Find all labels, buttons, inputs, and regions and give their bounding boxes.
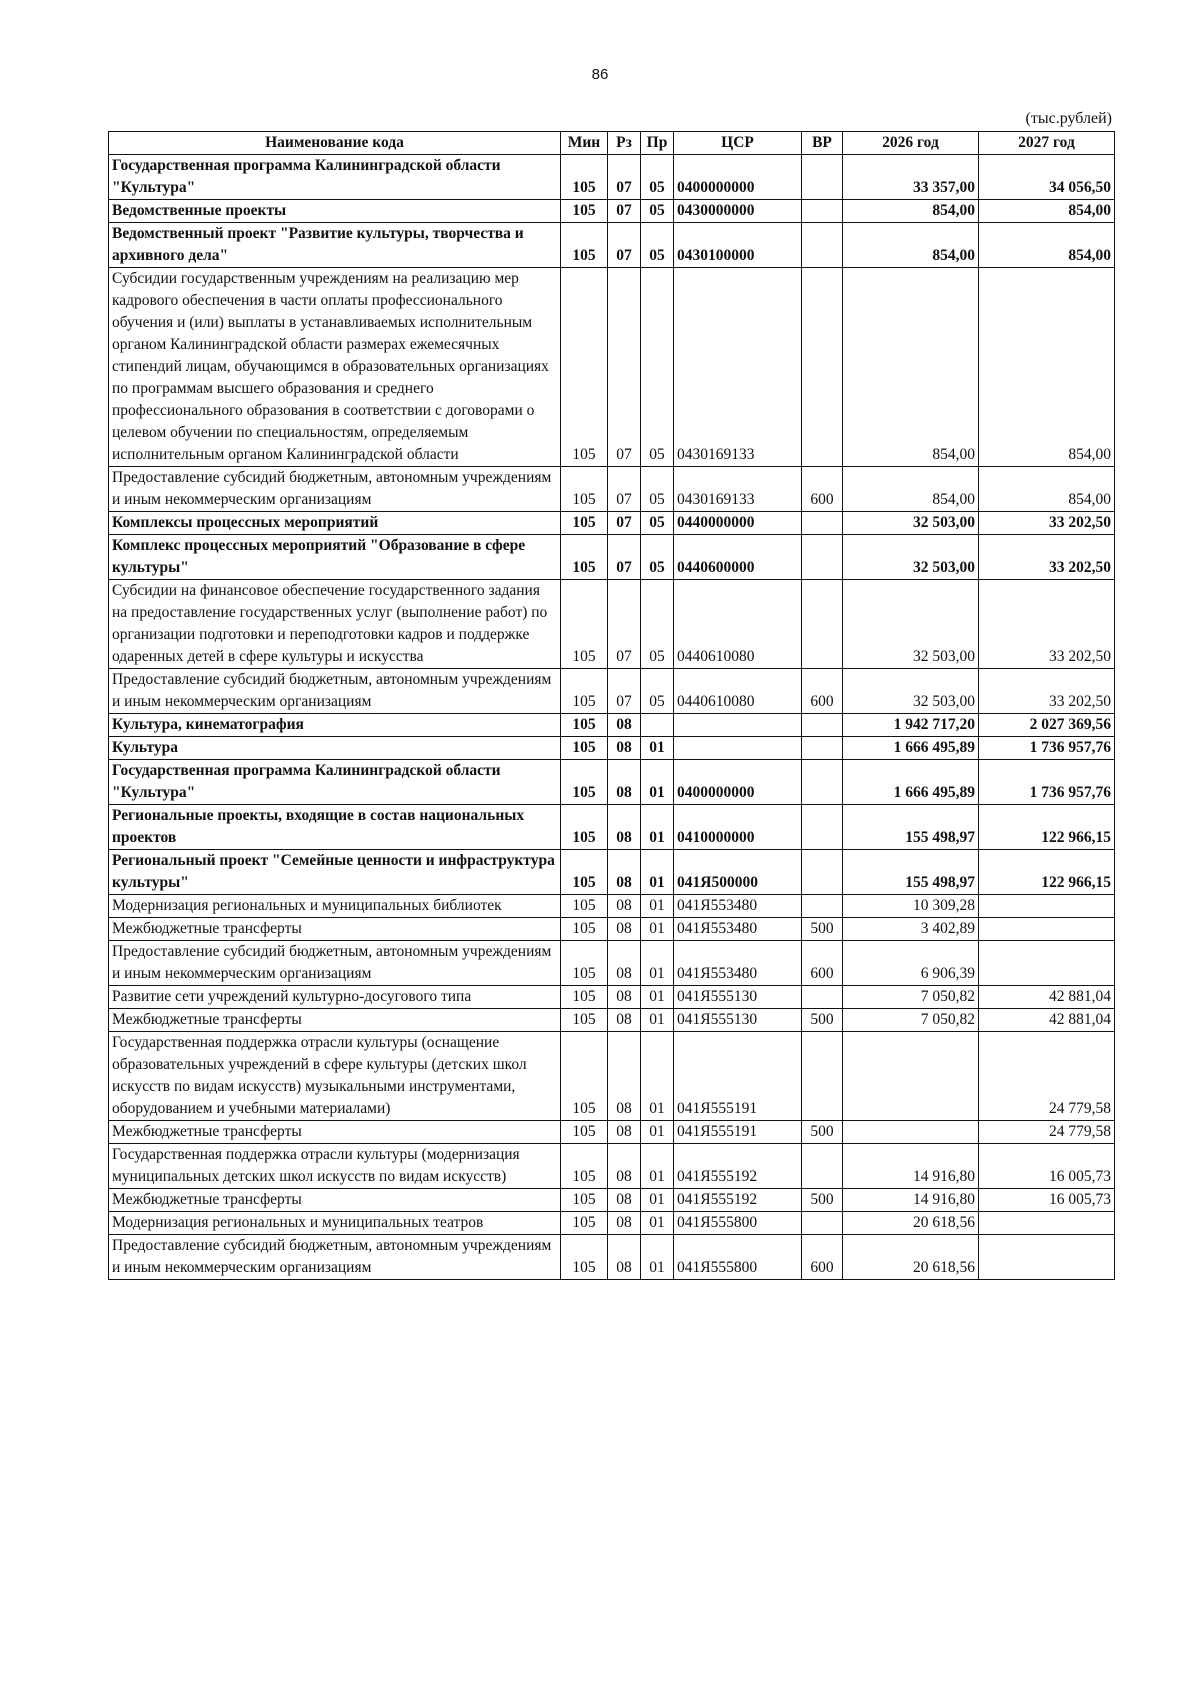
row-csr: 0410000000: [674, 805, 802, 850]
row-value-2026: 155 498,97: [843, 805, 979, 850]
row-name: Предоставление субсидий бюджетным, автономным учреждениям и иным некоммерческим организациям: [109, 941, 561, 986]
row-name: Предоставление субсидий бюджетным, автономным учреждениям и иным некоммерческим организациям: [109, 467, 561, 512]
header-min: Мин: [561, 132, 608, 155]
row-name: Модернизация региональных и муниципальных библиотек: [109, 895, 561, 918]
row-rz: 07: [608, 200, 641, 223]
table-row: [109, 1235, 1115, 1280]
row-value-2027: 33 202,50: [979, 512, 1115, 535]
table-row: [109, 1144, 1115, 1189]
table-row: [109, 805, 1115, 850]
row-name: Культура: [109, 737, 561, 760]
row-value-2026: 854,00: [843, 223, 979, 268]
table-row: [109, 580, 1115, 669]
row-value-2026: 14 916,80: [843, 1144, 979, 1189]
row-pr: 01: [641, 850, 674, 895]
row-pr: 05: [641, 223, 674, 268]
row-value-2026: 1 942 717,20: [843, 714, 979, 737]
row-min: 105: [561, 805, 608, 850]
row-pr: 05: [641, 155, 674, 200]
table-row: [109, 1189, 1115, 1212]
row-csr: 041Я553480: [674, 895, 802, 918]
row-min: 105: [561, 941, 608, 986]
row-min: 105: [561, 580, 608, 669]
row-rz: 08: [608, 986, 641, 1009]
header-name: Наименование кода: [109, 132, 561, 155]
row-name: Государственная поддержка отрасли культуры (модернизация муниципальных детских школ искусств по видам искусств): [109, 1144, 561, 1189]
row-min: 105: [561, 760, 608, 805]
row-pr: 05: [641, 268, 674, 467]
row-value-2027: 854,00: [979, 223, 1115, 268]
row-csr: 041Я555130: [674, 986, 802, 1009]
row-vr: [802, 268, 843, 467]
table-row: [109, 200, 1115, 223]
row-pr: 05: [641, 535, 674, 580]
row-value-2027: 33 202,50: [979, 669, 1115, 714]
row-name: Межбюджетные трансферты: [109, 1121, 561, 1144]
row-name: Предоставление субсидий бюджетным, автономным учреждениям и иным некоммерческим организациям: [109, 1235, 561, 1280]
row-value-2027: 854,00: [979, 200, 1115, 223]
row-vr: [802, 1144, 843, 1189]
row-min: 105: [561, 986, 608, 1009]
row-min: 105: [561, 737, 608, 760]
row-pr: 05: [641, 467, 674, 512]
row-csr: 041Я555130: [674, 1009, 802, 1032]
row-vr: 500: [802, 1121, 843, 1144]
row-pr: [641, 714, 674, 737]
row-rz: 08: [608, 805, 641, 850]
row-min: 105: [561, 1235, 608, 1280]
row-min: 105: [561, 467, 608, 512]
row-vr: [802, 737, 843, 760]
row-pr: 05: [641, 669, 674, 714]
row-csr: 0440600000: [674, 535, 802, 580]
row-value-2026: 7 050,82: [843, 986, 979, 1009]
row-value-2026: 20 618,56: [843, 1212, 979, 1235]
table-row: [109, 467, 1115, 512]
row-value-2027: 24 779,58: [979, 1032, 1115, 1121]
row-rz: 08: [608, 918, 641, 941]
row-value-2026: 32 503,00: [843, 512, 979, 535]
row-value-2027: 2 027 369,56: [979, 714, 1115, 737]
table-row: [109, 895, 1115, 918]
row-pr: 01: [641, 1121, 674, 1144]
row-pr: 01: [641, 1009, 674, 1032]
table-row: [109, 737, 1115, 760]
row-name: Межбюджетные трансферты: [109, 1009, 561, 1032]
row-value-2027: 16 005,73: [979, 1189, 1115, 1212]
row-name: Региональные проекты, входящие в состав национальных проектов: [109, 805, 561, 850]
row-min: 105: [561, 1212, 608, 1235]
row-vr: [802, 1212, 843, 1235]
row-value-2026: 7 050,82: [843, 1009, 979, 1032]
row-name: Межбюджетные трансферты: [109, 918, 561, 941]
row-csr: 0440610080: [674, 580, 802, 669]
row-csr: 0440610080: [674, 669, 802, 714]
row-rz: 07: [608, 580, 641, 669]
row-rz: 08: [608, 1212, 641, 1235]
row-name: Ведомственный проект "Развитие культуры, творчества и архивного дела": [109, 223, 561, 268]
row-vr: [802, 580, 843, 669]
row-value-2026: 33 357,00: [843, 155, 979, 200]
row-vr: [802, 714, 843, 737]
row-pr: 05: [641, 200, 674, 223]
row-value-2027: 16 005,73: [979, 1144, 1115, 1189]
row-value-2026: 32 503,00: [843, 669, 979, 714]
row-vr: [802, 155, 843, 200]
row-pr: 01: [641, 1144, 674, 1189]
table-row: [109, 1212, 1115, 1235]
row-rz: 08: [608, 737, 641, 760]
row-value-2027: 42 881,04: [979, 1009, 1115, 1032]
row-pr: 01: [641, 805, 674, 850]
row-vr: 600: [802, 467, 843, 512]
row-min: 105: [561, 535, 608, 580]
header-rz: Рз: [608, 132, 641, 155]
row-value-2026: 1 666 495,89: [843, 737, 979, 760]
row-vr: [802, 895, 843, 918]
row-rz: 08: [608, 1144, 641, 1189]
row-value-2026: 854,00: [843, 200, 979, 223]
row-pr: 01: [641, 986, 674, 1009]
row-name: Государственная программа Калининградской области "Культура": [109, 155, 561, 200]
header-2027: 2027 год: [979, 132, 1115, 155]
row-vr: 600: [802, 941, 843, 986]
header-csr: ЦСР: [674, 132, 802, 155]
table-row: [109, 1032, 1115, 1121]
row-value-2026: 20 618,56: [843, 1235, 979, 1280]
row-value-2027: 122 966,15: [979, 805, 1115, 850]
row-pr: 01: [641, 737, 674, 760]
table-row: [109, 986, 1115, 1009]
row-value-2027: 24 779,58: [979, 1121, 1115, 1144]
row-value-2027: [979, 941, 1115, 986]
row-vr: 500: [802, 1189, 843, 1212]
row-vr: [802, 200, 843, 223]
row-value-2027: 1 736 957,76: [979, 760, 1115, 805]
row-min: 105: [561, 1121, 608, 1144]
row-value-2026: [843, 1032, 979, 1121]
row-value-2026: [843, 1121, 979, 1144]
row-rz: 07: [608, 467, 641, 512]
row-csr: 041Я555191: [674, 1032, 802, 1121]
budget-table: [108, 131, 1115, 1280]
row-pr: 01: [641, 1032, 674, 1121]
row-csr: 041Я555192: [674, 1144, 802, 1189]
row-vr: [802, 986, 843, 1009]
row-csr: 0430169133: [674, 268, 802, 467]
row-name: Комплекс процессных мероприятий "Образование в сфере культуры": [109, 535, 561, 580]
row-name: Модернизация региональных и муниципальных театров: [109, 1212, 561, 1235]
row-csr: [674, 714, 802, 737]
row-rz: 08: [608, 1121, 641, 1144]
row-vr: [802, 805, 843, 850]
row-name: Субсидии государственным учреждениям на реализацию мер кадрового обеспечения в части оплаты профессионального обучения и (или) выплаты в устанавливаемых исполнительным органом Калининградской области размерах ежемесячных стипендий лицам, обучающимся в образовательных организациях по программам высшего образования и среднего профессионального образования в соответствии с договорами о целевом обучении по специальностям, определяемым исполнительным органом Калининградской области: [109, 268, 561, 467]
row-value-2026: 3 402,89: [843, 918, 979, 941]
row-csr: 041Я553480: [674, 918, 802, 941]
row-rz: 08: [608, 895, 641, 918]
table-row: [109, 669, 1115, 714]
row-min: 105: [561, 512, 608, 535]
row-vr: [802, 760, 843, 805]
row-name: Региональный проект "Семейные ценности и инфраструктура культуры": [109, 850, 561, 895]
row-pr: 01: [641, 760, 674, 805]
row-value-2027: [979, 918, 1115, 941]
row-csr: 041Я555192: [674, 1189, 802, 1212]
row-vr: 500: [802, 1009, 843, 1032]
row-name: Развитие сети учреждений культурно-досугового типа: [109, 986, 561, 1009]
row-pr: 01: [641, 918, 674, 941]
row-min: 105: [561, 1032, 608, 1121]
row-value-2027: 33 202,50: [979, 535, 1115, 580]
row-min: 105: [561, 155, 608, 200]
row-pr: 01: [641, 1189, 674, 1212]
row-value-2026: 155 498,97: [843, 850, 979, 895]
table-row: [109, 155, 1115, 200]
row-vr: 600: [802, 1235, 843, 1280]
row-vr: [802, 1032, 843, 1121]
row-value-2026: 854,00: [843, 268, 979, 467]
row-min: 105: [561, 1189, 608, 1212]
row-min: 105: [561, 714, 608, 737]
row-csr: 0400000000: [674, 760, 802, 805]
row-name: Предоставление субсидий бюджетным, автономным учреждениям и иным некоммерческим организациям: [109, 669, 561, 714]
row-csr: 041Я553480: [674, 941, 802, 986]
row-value-2026: 10 309,28: [843, 895, 979, 918]
row-rz: 07: [608, 512, 641, 535]
row-vr: [802, 850, 843, 895]
row-rz: 08: [608, 1009, 641, 1032]
row-rz: 08: [608, 941, 641, 986]
row-value-2027: 33 202,50: [979, 580, 1115, 669]
row-value-2027: [979, 895, 1115, 918]
table-row: [109, 1009, 1115, 1032]
row-min: 105: [561, 268, 608, 467]
row-value-2026: 14 916,80: [843, 1189, 979, 1212]
row-pr: 05: [641, 512, 674, 535]
row-csr: 041Я555800: [674, 1235, 802, 1280]
row-name: Культура, кинематография: [109, 714, 561, 737]
row-vr: [802, 223, 843, 268]
row-csr: 0430169133: [674, 467, 802, 512]
row-csr: 0430100000: [674, 223, 802, 268]
row-value-2027: 1 736 957,76: [979, 737, 1115, 760]
row-value-2027: 42 881,04: [979, 986, 1115, 1009]
row-value-2027: 34 056,50: [979, 155, 1115, 200]
row-min: 105: [561, 669, 608, 714]
row-value-2027: 122 966,15: [979, 850, 1115, 895]
row-rz: 08: [608, 760, 641, 805]
row-name: Субсидии на финансовое обеспечение государственного задания на предоставление государственных услуг (выполнение работ) по организации подготовки и переподготовки кадров и поддержке одаренных детей в сфере культуры и искусства: [109, 580, 561, 669]
row-pr: 01: [641, 1235, 674, 1280]
table-row: [109, 268, 1115, 467]
table-row: [109, 512, 1115, 535]
row-value-2026: 32 503,00: [843, 535, 979, 580]
row-value-2026: 32 503,00: [843, 580, 979, 669]
row-min: 105: [561, 850, 608, 895]
row-rz: 07: [608, 535, 641, 580]
row-rz: 07: [608, 155, 641, 200]
row-name: Межбюджетные трансферты: [109, 1189, 561, 1212]
header-vr: ВР: [802, 132, 843, 155]
row-vr: 600: [802, 669, 843, 714]
table-header-row: [109, 132, 1115, 155]
row-name: Комплексы процессных мероприятий: [109, 512, 561, 535]
row-pr: 01: [641, 1212, 674, 1235]
row-rz: 08: [608, 850, 641, 895]
table-row: [109, 850, 1115, 895]
row-name: Государственная программа Калининградской области "Культура": [109, 760, 561, 805]
table-row: [109, 714, 1115, 737]
row-value-2026: 854,00: [843, 467, 979, 512]
row-min: 105: [561, 200, 608, 223]
row-rz: 07: [608, 669, 641, 714]
table-row: [109, 535, 1115, 580]
row-rz: 08: [608, 714, 641, 737]
row-vr: [802, 512, 843, 535]
row-name: Ведомственные проекты: [109, 200, 561, 223]
row-csr: 0430000000: [674, 200, 802, 223]
row-min: 105: [561, 895, 608, 918]
row-rz: 07: [608, 268, 641, 467]
row-rz: 07: [608, 223, 641, 268]
row-pr: 01: [641, 941, 674, 986]
table-row: [109, 1121, 1115, 1144]
row-rz: 08: [608, 1189, 641, 1212]
table-row: [109, 918, 1115, 941]
row-value-2026: 6 906,39: [843, 941, 979, 986]
row-csr: 041Я555800: [674, 1212, 802, 1235]
row-value-2026: 1 666 495,89: [843, 760, 979, 805]
table-body: [109, 155, 1115, 1280]
row-min: 105: [561, 1144, 608, 1189]
row-vr: 500: [802, 918, 843, 941]
page-number: 86: [591, 66, 609, 83]
row-csr: 041Я555191: [674, 1121, 802, 1144]
row-value-2027: 854,00: [979, 467, 1115, 512]
row-vr: [802, 535, 843, 580]
row-min: 105: [561, 918, 608, 941]
row-min: 105: [561, 1009, 608, 1032]
header-2026: 2026 год: [843, 132, 979, 155]
units-label: (тыс.рублей): [1025, 110, 1112, 127]
row-value-2027: 854,00: [979, 268, 1115, 467]
row-csr: [674, 737, 802, 760]
row-name: Государственная поддержка отрасли культуры (оснащение образовательных учреждений в сфере культуры (детских школ искусств по видам искусств) музыкальными инструментами, оборудованием и учебными материалами): [109, 1032, 561, 1121]
row-csr: 041Я500000: [674, 850, 802, 895]
table-row: [109, 760, 1115, 805]
row-rz: 08: [608, 1235, 641, 1280]
row-pr: 01: [641, 895, 674, 918]
row-csr: 0400000000: [674, 155, 802, 200]
row-value-2027: [979, 1235, 1115, 1280]
row-value-2027: [979, 1212, 1115, 1235]
row-pr: 05: [641, 580, 674, 669]
table-row: [109, 941, 1115, 986]
row-csr: 0440000000: [674, 512, 802, 535]
header-pr: Пр: [641, 132, 674, 155]
row-min: 105: [561, 223, 608, 268]
table-row: [109, 223, 1115, 268]
row-rz: 08: [608, 1032, 641, 1121]
